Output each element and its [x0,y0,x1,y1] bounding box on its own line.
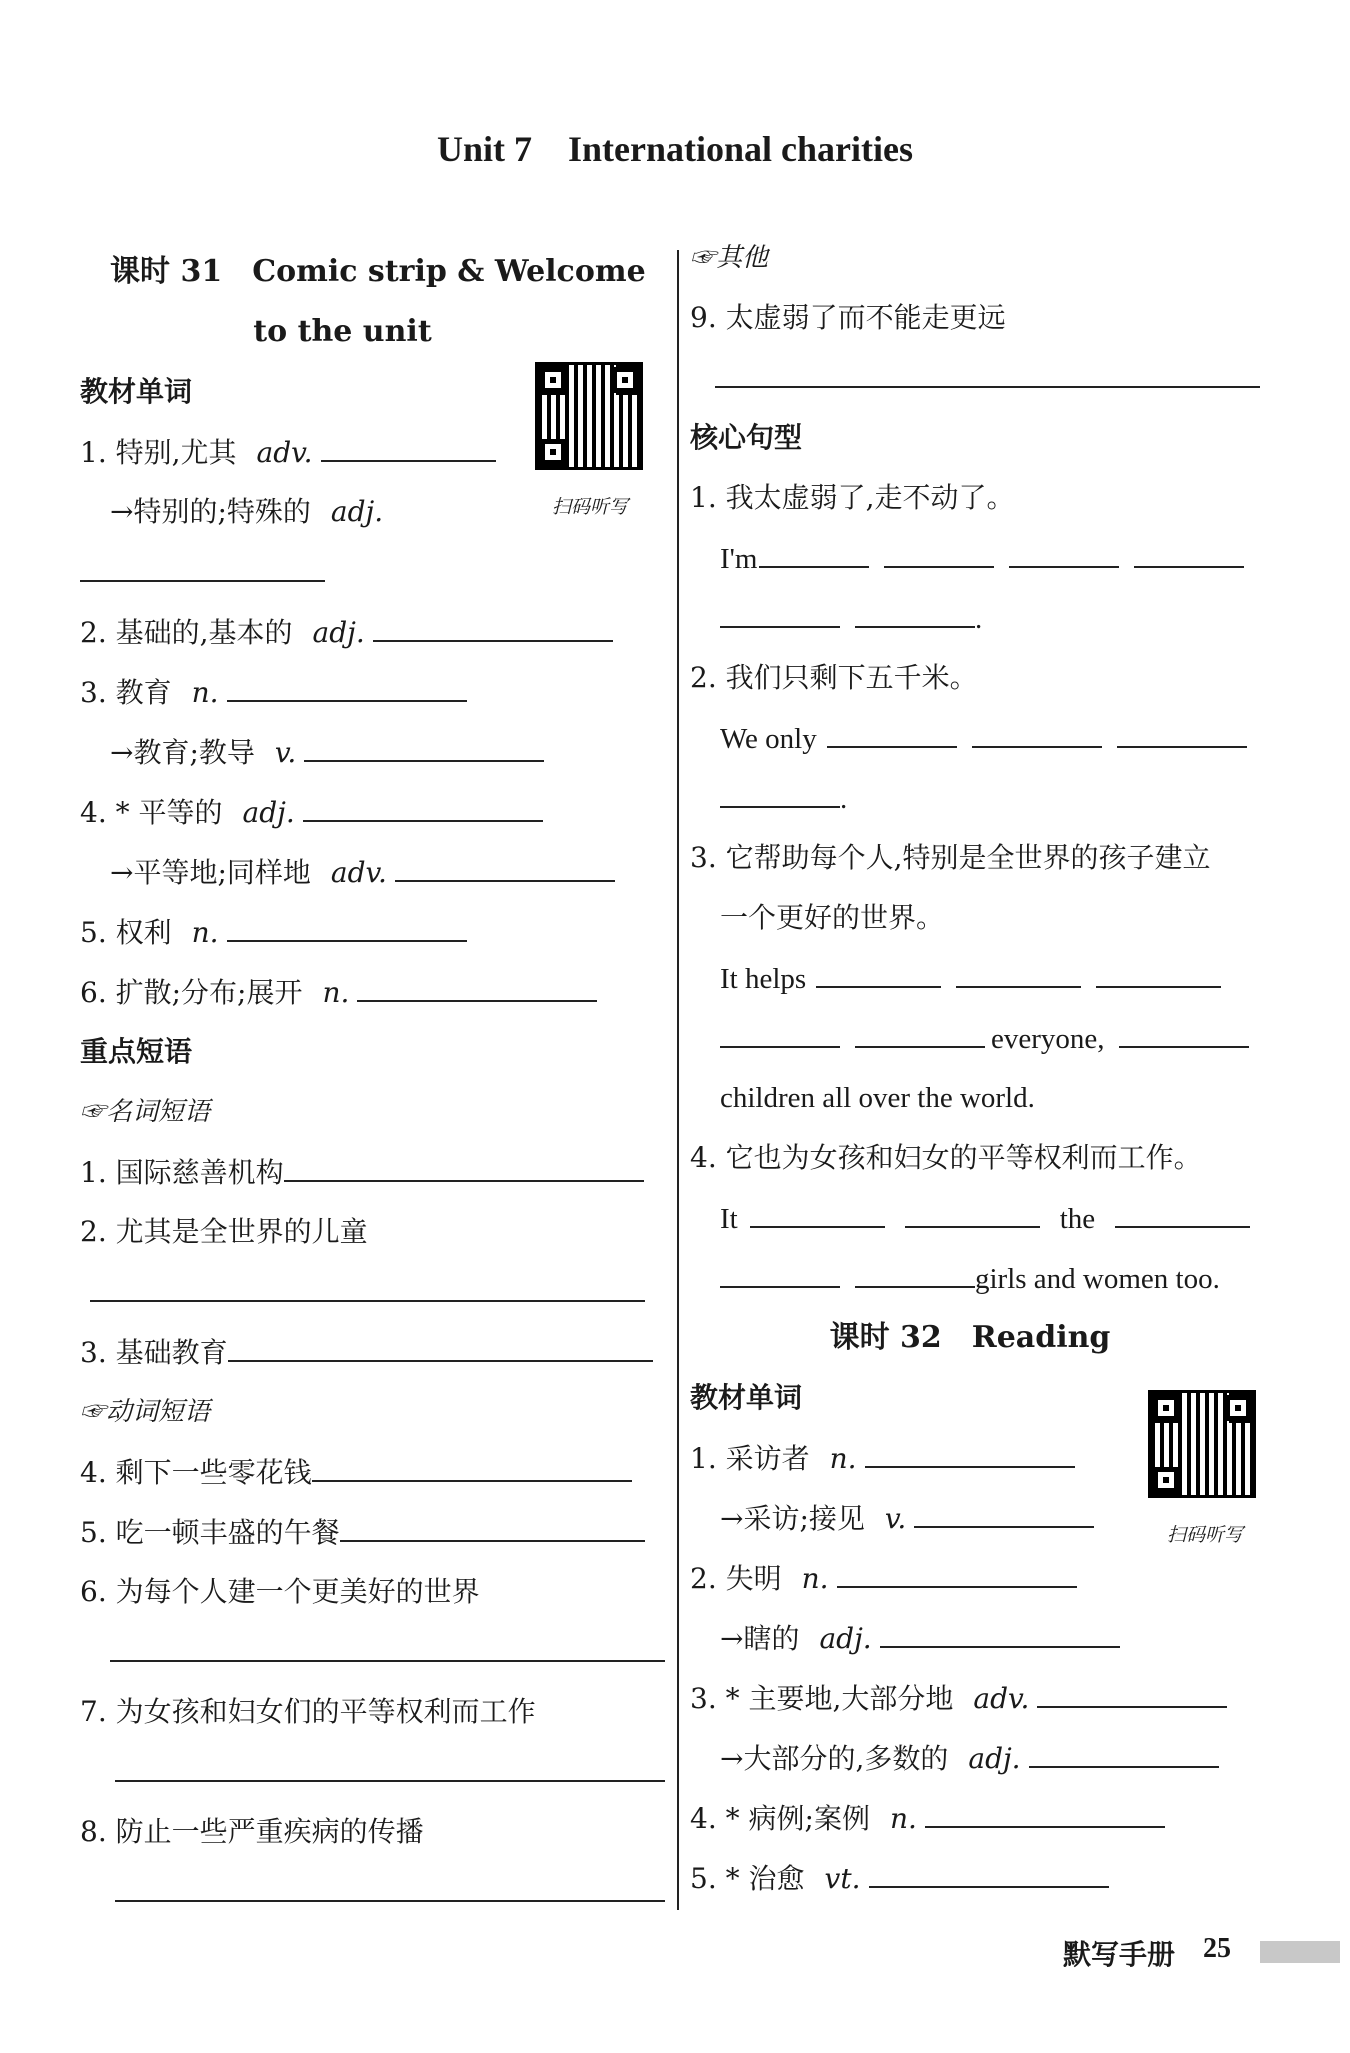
word-item: 4. * 平等的 adj. [80,782,665,842]
column-divider [677,250,679,1910]
answer-blank[interactable] [855,1008,985,1048]
word-item: 3. 教育 n. [80,662,665,722]
lesson-31-title: 课时 31 Comic strip & Welcome [110,254,646,289]
word-item: 1. 特别,尤其 adv. [80,422,665,482]
answer-blank[interactable] [110,1622,665,1662]
answer-blank[interactable] [869,1848,1109,1888]
phrase-item: 6. 为每个人建一个更美好的世界 [80,1575,480,1608]
qr-caption: 扫码听写 [1166,1524,1243,1546]
phrase-item [80,1742,665,1802]
page-title [0,128,1350,170]
word-item: 4. * 病例;案例 n. [690,1788,1280,1848]
phrase-item: 3. 基础教育 [80,1322,665,1382]
word-item: →大部分的,多数的 adj. [690,1728,1280,1788]
sentence-answer: girls and women too. [690,1248,1280,1308]
answer-blank[interactable] [1029,1728,1219,1768]
sentence-item: 4. 它也为女孩和妇女的平等权利而工作。 [690,1141,1202,1174]
answer-blank[interactable] [905,1188,1040,1228]
word-item: 5. * 治愈 vt. [690,1848,1280,1908]
sentence-answer: . [690,768,1280,828]
answer-blank[interactable] [80,542,325,582]
word-item: 3. * 主要地,大部分地 adv. [690,1668,1280,1728]
answer-blank[interactable] [227,902,467,942]
answer-blank[interactable] [357,962,597,1002]
word-item: 2. 基础的,基本的 adj. [80,602,665,662]
sentence-item: 一个更好的世界。 [720,901,945,934]
answer-blank[interactable] [720,768,840,808]
subsection-other: ☞其他 [690,243,769,273]
phrase-item: 8. 防止一些严重疾病的传播 [80,1815,424,1848]
answer-blank[interactable] [227,662,467,702]
answer-blank[interactable] [115,1742,665,1782]
sentence-answer: We only [690,708,1280,768]
answer-blank[interactable] [759,528,869,568]
sentence-answer: . [690,588,1280,648]
answer-blank[interactable] [914,1488,1094,1528]
qr-caption: 扫码听写 [551,496,628,518]
sentence-answer: It helps [690,948,1280,1008]
phrase-item: 1. 国际慈善机构 [80,1142,665,1202]
phrase-item [80,1862,665,1922]
answer-blank[interactable] [1037,1668,1227,1708]
corner-tab [1260,1941,1340,1963]
answer-blank[interactable] [720,1008,840,1048]
phrase-item [690,348,1280,408]
answer-blank[interactable] [340,1502,645,1542]
phrase-item: 7. 为女孩和妇女们的平等权利而工作 [80,1695,536,1728]
unit-number: Unit 7 [437,129,533,169]
phrase-item: 4. 剩下一些零花钱 [80,1442,665,1502]
answer-blank[interactable] [228,1322,653,1362]
sentence-answer: children all over the world. [720,1082,1035,1114]
answer-blank[interactable] [1117,708,1247,748]
section-core-sentences: 核心句型 [690,421,803,454]
answer-blank[interactable] [373,602,613,642]
phrase-item [80,1622,665,1682]
answer-blank[interactable] [303,782,543,822]
answer-blank[interactable] [304,722,544,762]
sentence-item: 1. 我太虚弱了,走不动了。 [690,481,1015,514]
answer-blank[interactable] [1009,528,1119,568]
sentence-item: 2. 我们只剩下五千米。 [690,661,978,694]
subsection-verb-phrases: ☞动词短语 [80,1397,211,1427]
page-number: 25 [1203,1933,1231,1964]
answer-blank[interactable] [884,528,994,568]
answer-blank[interactable] [956,948,1081,988]
subsection-noun-phrases: ☞名词短语 [80,1097,211,1127]
answer-blank[interactable] [284,1142,644,1182]
section-textbook-words: 教材单词 [690,1381,803,1414]
answer-blank[interactable] [816,948,941,988]
right-column [690,228,1280,1908]
sentence-answer: I'm [690,528,1280,588]
answer-blank[interactable] [720,1248,840,1288]
word-item: 6. 扩散;分布;展开 n. [80,962,665,1022]
section-key-phrases: 重点短语 [80,1035,193,1068]
qr-code-icon[interactable] [535,362,643,470]
phrase-item [80,1262,665,1322]
answer-blank[interactable] [750,1188,885,1228]
answer-blank[interactable] [115,1862,665,1902]
word-item: →采访;接见 v. [690,1488,1280,1548]
word-item: 2. 失明 n. [690,1548,1280,1608]
answer-blank[interactable] [880,1608,1120,1648]
answer-blank[interactable] [855,588,975,628]
phrase-item: 9. 太虚弱了而不能走更远 [690,301,1006,334]
answer-blank[interactable] [720,588,840,628]
answer-blank[interactable] [395,842,615,882]
word-item: 5. 权利 n. [80,902,665,962]
unit-name: International charities [568,129,913,169]
lesson-32-title: 课时 32 Reading [829,1320,1111,1355]
answer-blank[interactable] [90,1262,645,1302]
footer-book-label: 默写手册 [1063,1938,1176,1971]
phrase-item: 5. 吃一顿丰盛的午餐 [80,1502,665,1562]
sentence-item: 3. 它帮助每个人,特别是全世界的孩子建立 [690,841,1211,874]
answer-blank[interactable] [827,708,957,748]
answer-blank[interactable] [1096,948,1221,988]
lesson-31-subtitle: to the unit [253,314,432,349]
answer-blank[interactable] [321,422,496,462]
answer-blank[interactable] [715,348,1260,388]
answer-blank[interactable] [312,1442,632,1482]
word-item: →平等地;同样地 adv. [80,842,665,902]
sentence-answer: everyone, [690,1008,1280,1068]
phrase-item: 2. 尤其是全世界的儿童 [80,1215,368,1248]
word-item: →瞎的 adj. [690,1608,1280,1668]
answer-blank[interactable] [972,708,1102,748]
answer-blank[interactable] [1119,1008,1249,1048]
answer-blank[interactable] [865,1428,1075,1468]
word-item: 1. 采访者 n. [690,1428,1280,1488]
word-item: →教育;教导 v. [80,722,665,782]
section-textbook-words: 教材单词 [80,375,193,408]
answer-blank[interactable] [925,1788,1165,1828]
qr-code-icon[interactable] [1148,1390,1256,1498]
word-item [80,542,665,602]
sentence-answer: It the [690,1188,1280,1248]
answer-blank[interactable] [1134,528,1244,568]
answer-blank[interactable] [1115,1188,1250,1228]
answer-blank[interactable] [837,1548,1077,1588]
word-item: →特别的;特殊的 adj. [110,495,384,528]
answer-blank[interactable] [855,1248,975,1288]
